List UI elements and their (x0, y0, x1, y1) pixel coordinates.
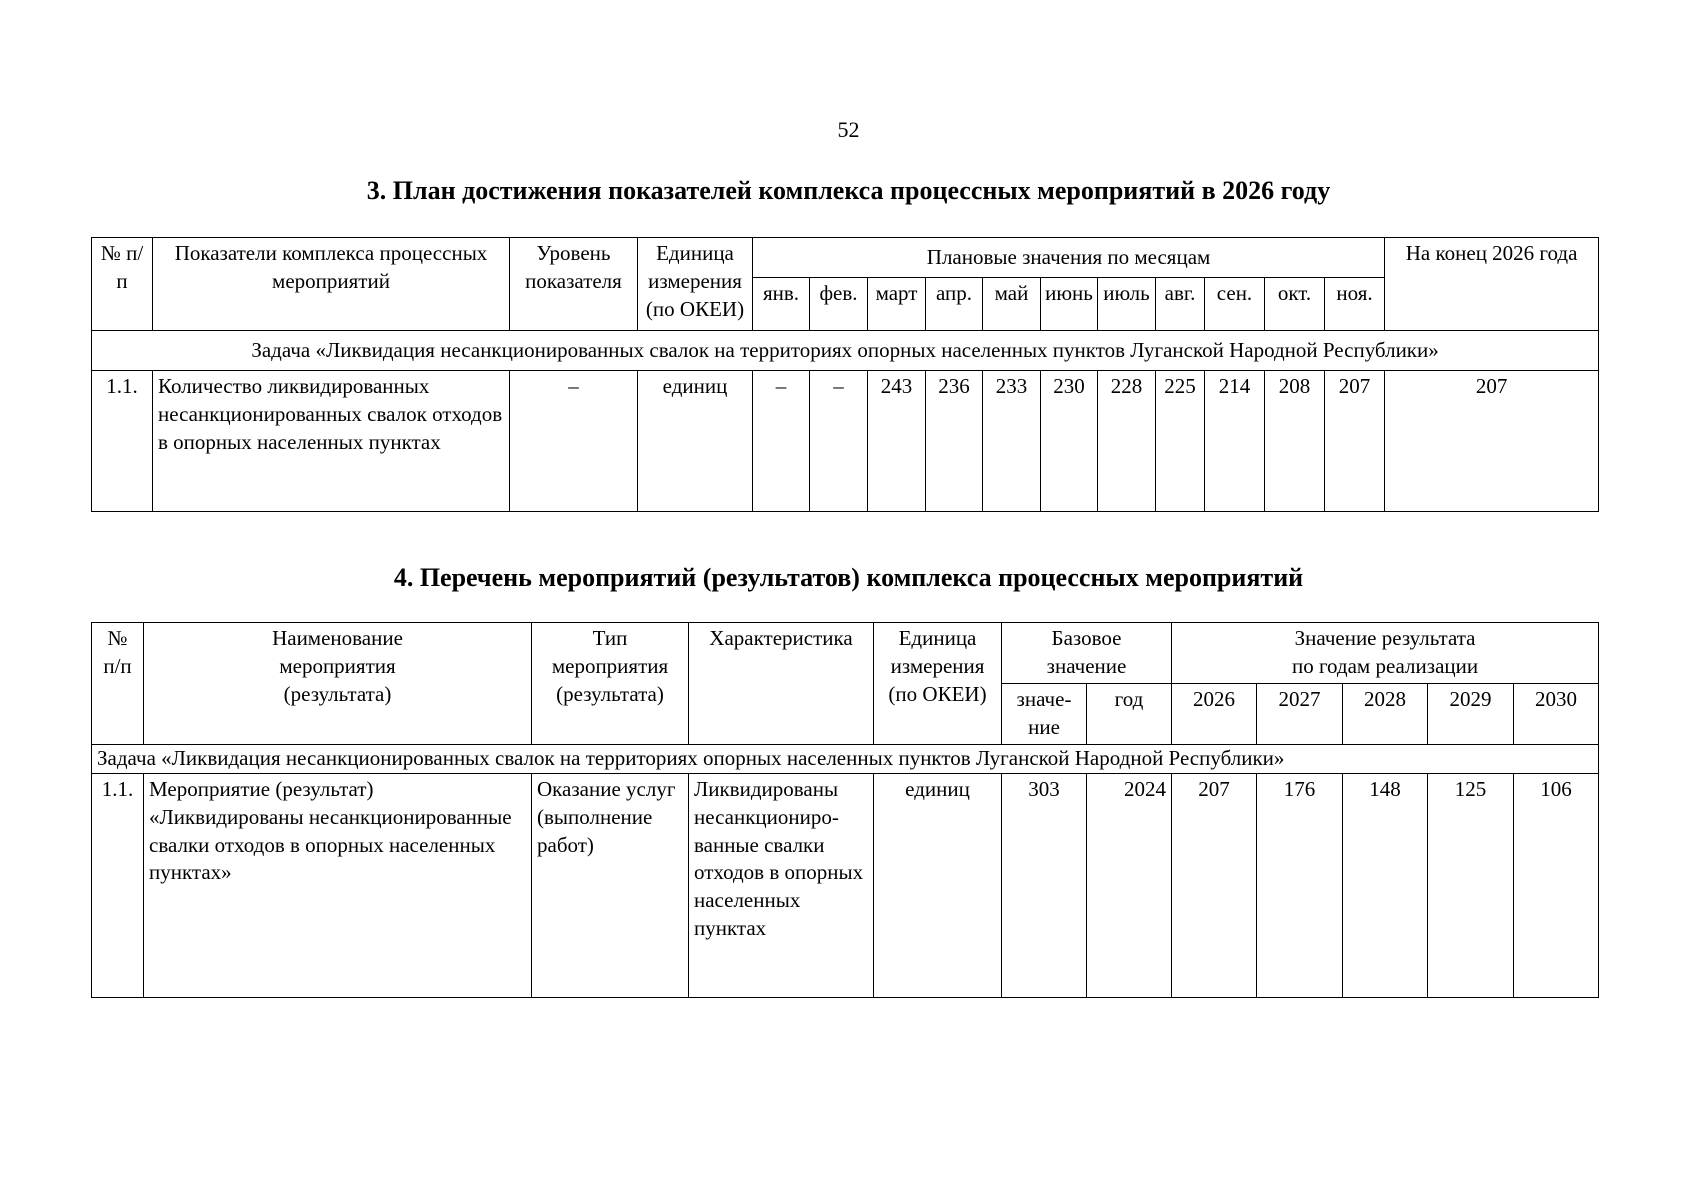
month-header: сен. (1205, 278, 1265, 331)
header-num: № п/п (92, 623, 144, 745)
year-value: 207 (1172, 773, 1257, 997)
table3-header-row (92, 238, 1599, 278)
month-header: янв. (753, 278, 810, 331)
month-value: 236 (926, 371, 983, 512)
month-value: 228 (1098, 371, 1156, 512)
month-header: окт. (1265, 278, 1325, 331)
row-level: – (510, 371, 638, 512)
header-type: Тип мероприятия (результата) (532, 623, 689, 745)
header-unit: Единица измерения (по ОКЕИ) (638, 238, 753, 331)
month-header: июль (1098, 278, 1156, 331)
month-value: 208 (1265, 371, 1325, 512)
table4-task-row (92, 744, 1599, 773)
header-result (1172, 623, 1599, 684)
row-name: Мероприятие (результат) «Ликвидированы несанкционированные свалки отходов в опорных населенных пунктах» (144, 773, 532, 997)
task-3: Задача «Ликвидация несанкционированных свалок на территориях опорных населенных пунктов Луганской Народной Республики» (92, 331, 1599, 371)
row-end-of-year: 207 (1385, 371, 1599, 512)
table4-header-row (92, 623, 1599, 684)
year-header: 2027 (1257, 683, 1343, 744)
year-value: 176 (1257, 773, 1343, 997)
month-header: июнь (1041, 278, 1098, 331)
year-header: 2030 (1514, 683, 1599, 744)
month-value: 225 (1156, 371, 1205, 512)
month-header: май (983, 278, 1041, 331)
section-4-title: 4. Перечень мероприятий (результатов) комплекса процессных мероприятий (393, 563, 1304, 592)
header-base-year: год (1087, 683, 1172, 744)
row-unit: единиц (874, 773, 1002, 997)
header-characteristic: Характеристика (689, 623, 874, 745)
row-type: Оказание услуг (выполнение работ) (532, 773, 689, 997)
header-level: Уровень показателя (510, 238, 638, 331)
table-row (92, 773, 1599, 997)
header-num: № п/п (92, 238, 153, 331)
month-value: – (810, 371, 868, 512)
page-number: 52 (837, 117, 860, 142)
row-indicator: Количество ликвидированных несанкционированных свалок отходов в опорных населенных пунктах (153, 371, 510, 512)
row-base-year: 2024 (1087, 773, 1172, 997)
task-4: Задача «Ликвидация несанкционированных свалок на территориях опорных населенных пунктов Луганской Народной Республики» (92, 744, 1599, 773)
month-value: 243 (868, 371, 926, 512)
row-num: 1.1. (92, 371, 153, 512)
year-value: 106 (1514, 773, 1599, 997)
row-num: 1.1. (92, 773, 144, 997)
year-value: 125 (1428, 773, 1514, 997)
header-monthly: Плановые значения по месяцам (753, 238, 1385, 278)
row-characteristic: Ликвидированы несанкциониро-ванные свалки отходов в опорных населенных пунктах (689, 773, 874, 997)
header-base: Базовое значение (1002, 623, 1172, 684)
header-unit: Единица измерения (по ОКЕИ) (874, 623, 1002, 745)
year-header: 2026 (1172, 683, 1257, 744)
month-header: ноя. (1325, 278, 1385, 331)
header-name: Наименование мероприятия (результата) (144, 623, 532, 745)
month-value: – (753, 371, 810, 512)
year-value: 148 (1343, 773, 1428, 997)
header-end-of-year: На конец 2026 года (1385, 238, 1599, 331)
section-3-title: 3. План достижения показателей комплекса процессных мероприятий в 2026 году (366, 176, 1331, 205)
month-value: 207 (1325, 371, 1385, 512)
month-value: 230 (1041, 371, 1098, 512)
header-result-line-2: по годам реализации (1291, 653, 1479, 678)
header-base-value: значе-ние (1002, 683, 1087, 744)
month-value: 233 (983, 371, 1041, 512)
row-base-value: 303 (1002, 773, 1087, 997)
month-header: март (868, 278, 926, 331)
measures-list-table (91, 622, 1599, 998)
year-header: 2029 (1428, 683, 1514, 744)
table3-task-row (92, 331, 1599, 371)
row-unit: единиц (638, 371, 753, 512)
indicators-plan-table (91, 237, 1599, 512)
header-result-line-1: Значение результата (1294, 626, 1476, 650)
table-row (92, 371, 1599, 512)
month-header: авг. (1156, 278, 1205, 331)
header-indicator: Показатели комплекса процессных мероприятий (153, 238, 510, 331)
month-header: фев. (810, 278, 868, 331)
month-value: 214 (1205, 371, 1265, 512)
year-header: 2028 (1343, 683, 1428, 744)
month-header: апр. (926, 278, 983, 331)
